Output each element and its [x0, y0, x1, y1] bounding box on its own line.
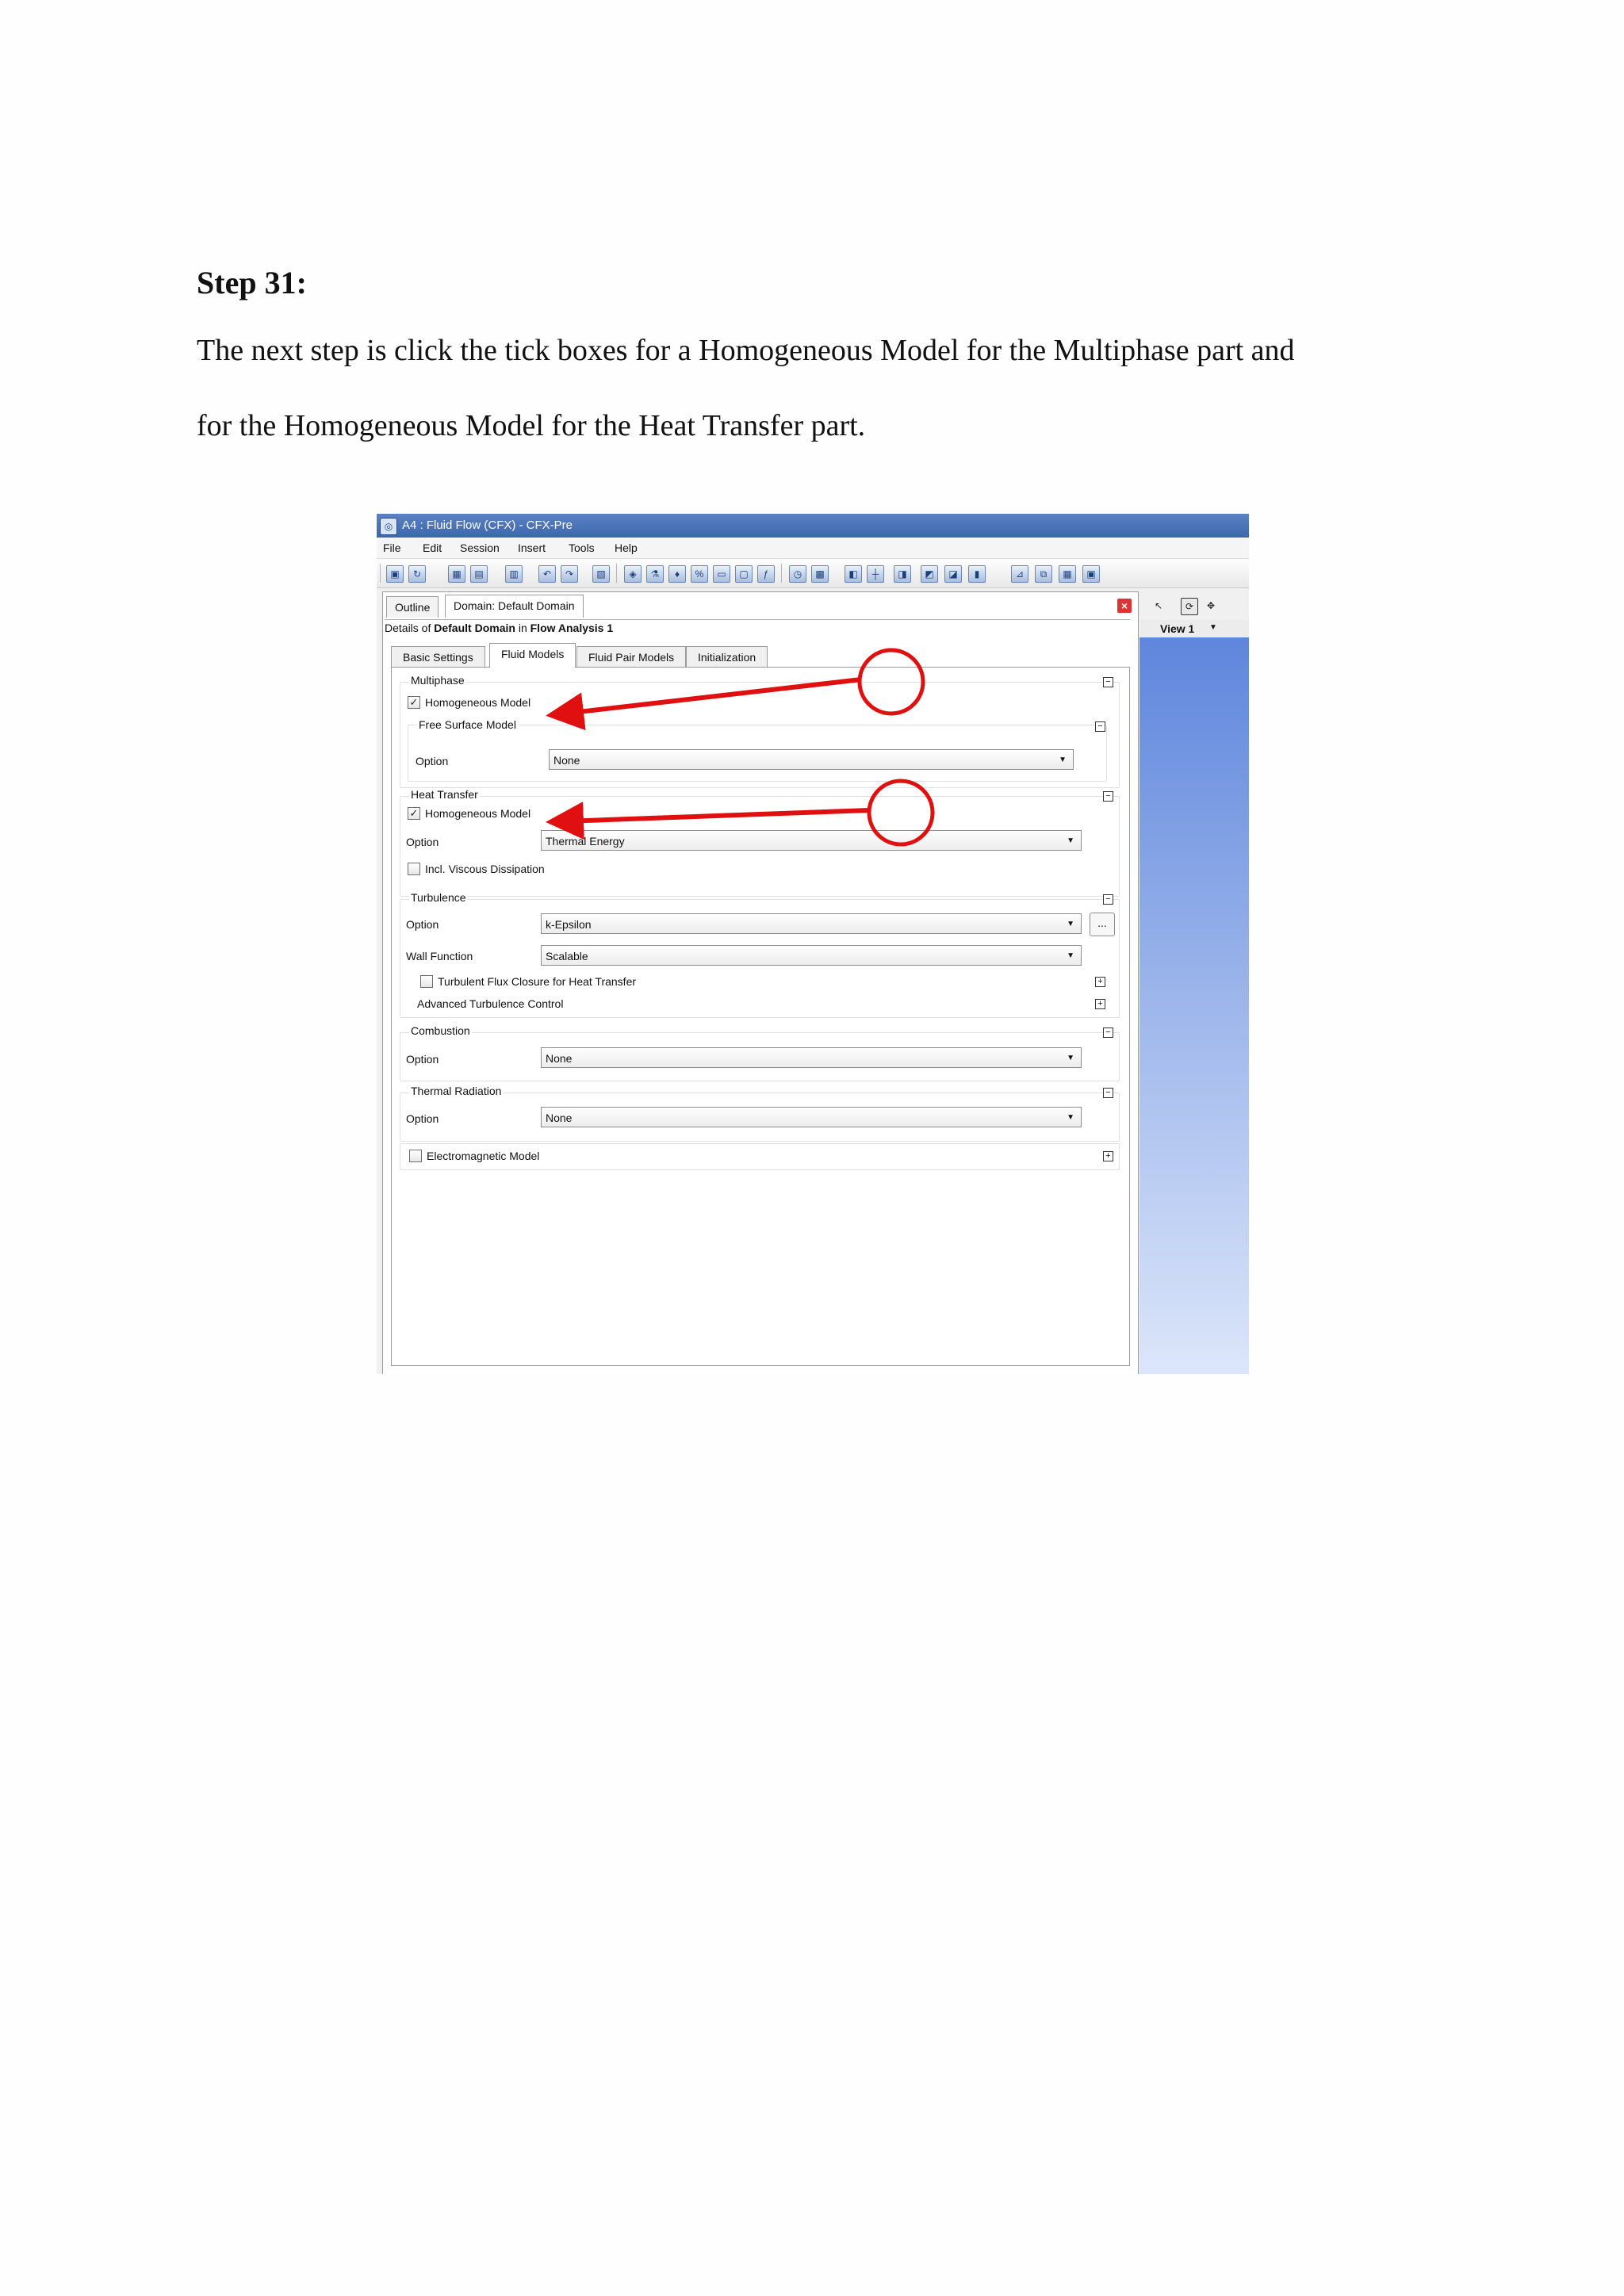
collapse-icon[interactable]: − [1103, 1088, 1113, 1098]
menubar [377, 538, 1249, 559]
output-icon[interactable]: ▮ [968, 565, 986, 583]
refresh-icon[interactable]: ↻ [408, 565, 426, 583]
turbulent-flux-checkbox[interactable] [420, 975, 433, 988]
tab-outline[interactable]: Outline [386, 596, 439, 618]
turbulence-more-button[interactable]: ... [1090, 913, 1115, 936]
reaction-icon[interactable]: ♦ [668, 565, 686, 583]
report-icon[interactable]: ▥ [505, 565, 523, 583]
details-header: Details of Default Domain in Flow Analysis 1 [385, 619, 1130, 637]
layout-icon[interactable]: ▦ [1059, 565, 1076, 583]
save-icon[interactable]: ▣ [386, 565, 404, 583]
solver-icon[interactable]: ▩ [811, 565, 829, 583]
menu-session[interactable]: Session [460, 541, 500, 554]
app-icon: ◎ [380, 518, 397, 535]
menu-edit[interactable]: Edit [423, 541, 442, 554]
heat-transfer-option-label: Option [406, 836, 439, 848]
export-icon[interactable]: ▤ [470, 565, 488, 583]
rotate-icon[interactable]: ⟳ [1181, 598, 1198, 615]
viscous-dissipation-label: Incl. Viscous Dissipation [425, 863, 545, 875]
viscous-dissipation-checkbox[interactable] [408, 863, 420, 875]
chevron-down-icon: ▼ [1209, 623, 1217, 632]
expand-icon[interactable]: + [1095, 999, 1105, 1009]
electromagnetic-label: Electromagnetic Model [427, 1150, 540, 1162]
expression-icon[interactable]: % [691, 565, 708, 583]
free-surface-title: Free Surface Model [419, 718, 516, 731]
heat-transfer-homogeneous-label: Homogeneous Model [425, 807, 531, 820]
view-selector[interactable] [1139, 620, 1249, 637]
dropdown-arrow-icon: ▼ [1059, 756, 1067, 764]
combustion-option-select[interactable]: None ▼ [541, 1047, 1082, 1068]
tab-basic-settings[interactable]: Basic Settings [391, 646, 485, 668]
analysis-name: Flow Analysis 1 [530, 622, 614, 634]
mesh-icon[interactable]: ▧ [592, 565, 610, 583]
details-panel [382, 591, 1139, 1374]
function-icon[interactable]: ƒ [757, 565, 775, 583]
3d-viewport[interactable] [1139, 637, 1249, 1374]
menu-insert[interactable]: Insert [518, 541, 546, 554]
select-pointer-icon[interactable]: ↖ [1154, 600, 1163, 611]
expand-icon[interactable]: + [1103, 1151, 1113, 1161]
electromagnetic-checkbox[interactable] [409, 1150, 422, 1162]
tab-initialization[interactable]: Initialization [686, 646, 768, 668]
radiation-option-select[interactable]: None ▼ [541, 1107, 1082, 1127]
expand-icon[interactable]: + [1095, 977, 1105, 987]
multiphase-homogeneous-label: Homogeneous Model [425, 696, 531, 709]
heat-transfer-title: Heat Transfer [411, 788, 478, 801]
multiphase-homogeneous-checkbox[interactable]: ✓ [408, 696, 420, 709]
collapse-icon[interactable]: − [1103, 677, 1113, 687]
pan-icon[interactable]: ✥ [1206, 600, 1216, 611]
step-title: Step 31: [197, 265, 307, 300]
domain-name: Default Domain [434, 622, 515, 634]
window-titlebar [377, 514, 1249, 538]
free-surface-option-select[interactable]: None ▼ [549, 749, 1074, 770]
viewer-toolbar [1139, 591, 1249, 620]
window-title: A4 : Fluid Flow (CFX) - CFX-Pre [402, 519, 573, 532]
source-icon[interactable]: ◪ [944, 565, 962, 583]
domain-icon[interactable]: ◈ [624, 565, 642, 583]
dropdown-arrow-icon: ▼ [1067, 1113, 1074, 1122]
free-surface-option-label: Option [416, 755, 449, 767]
heat-transfer-option-select[interactable]: Thermal Energy ▼ [541, 830, 1082, 851]
turbulence-option-select[interactable]: k-Epsilon ▼ [541, 913, 1082, 934]
collapse-icon[interactable]: − [1095, 721, 1105, 732]
close-icon[interactable]: × [1117, 599, 1132, 613]
tab-fluid-models[interactable]: Fluid Models [489, 643, 576, 668]
tab-domain[interactable]: Domain: Default Domain [445, 595, 584, 618]
dropdown-arrow-icon: ▼ [1067, 920, 1074, 928]
timestep-icon[interactable]: ◷ [789, 565, 806, 583]
subdomain-icon[interactable]: ◨ [894, 565, 911, 583]
boundary-icon[interactable]: ◧ [845, 565, 862, 583]
user-routine-icon[interactable]: ▢ [735, 565, 753, 583]
collapse-icon[interactable]: − [1103, 791, 1113, 802]
undo-icon[interactable]: ↶ [538, 565, 556, 583]
write-solver-icon[interactable]: ▣ [1082, 565, 1100, 583]
wall-function-select[interactable]: Scalable ▼ [541, 945, 1082, 966]
instruction-line-2: for the Homogeneous Model for the Heat Transfer part. [197, 409, 866, 442]
combustion-title: Combustion [411, 1024, 470, 1037]
viewer-panel [1139, 591, 1249, 1374]
collapse-icon[interactable]: − [1103, 894, 1113, 905]
dropdown-arrow-icon: ▼ [1067, 836, 1074, 845]
dropdown-arrow-icon: ▼ [1067, 951, 1074, 960]
turbulent-flux-label: Turbulent Flux Closure for Heat Transfer [438, 975, 637, 988]
advanced-turbulence-label: Advanced Turbulence Control [417, 997, 564, 1010]
wall-function-label: Wall Function [406, 950, 473, 962]
interface-icon[interactable]: ◩ [921, 565, 938, 583]
material-icon[interactable]: ⚗ [646, 565, 664, 583]
turbulence-option-label: Option [406, 918, 439, 931]
scale-icon[interactable]: ⊿ [1011, 565, 1028, 583]
import-mesh-icon[interactable]: ▦ [448, 565, 465, 583]
radiation-option-label: Option [406, 1112, 439, 1125]
cfx-pre-screenshot [377, 514, 1249, 1374]
radiation-title: Thermal Radiation [411, 1085, 502, 1097]
multiphase-title: Multiphase [411, 674, 465, 687]
dropdown-arrow-icon: ▼ [1067, 1054, 1074, 1062]
tab-fluid-pair-models[interactable]: Fluid Pair Models [576, 646, 686, 668]
copy-icon[interactable]: ⧉ [1035, 565, 1052, 583]
collapse-icon[interactable]: − [1103, 1027, 1113, 1038]
main-toolbar [377, 559, 1249, 588]
combustion-option-label: Option [406, 1053, 439, 1066]
cel-icon[interactable]: ▭ [713, 565, 730, 583]
view-label: View 1 [1160, 622, 1195, 635]
instruction-line-1: The next step is click the tick boxes for a Homogeneous Model for the Multiphase part and [197, 334, 1295, 367]
turbulence-title: Turbulence [411, 891, 466, 904]
menu-tools[interactable]: Tools [569, 541, 595, 554]
redo-icon[interactable]: ↷ [561, 565, 578, 583]
monitor-icon[interactable]: ┼ [867, 565, 884, 583]
menu-file[interactable]: File [383, 541, 401, 554]
heat-transfer-homogeneous-checkbox[interactable]: ✓ [408, 807, 420, 820]
menu-help[interactable]: Help [615, 541, 638, 554]
fluid-models-form [391, 667, 1130, 1366]
